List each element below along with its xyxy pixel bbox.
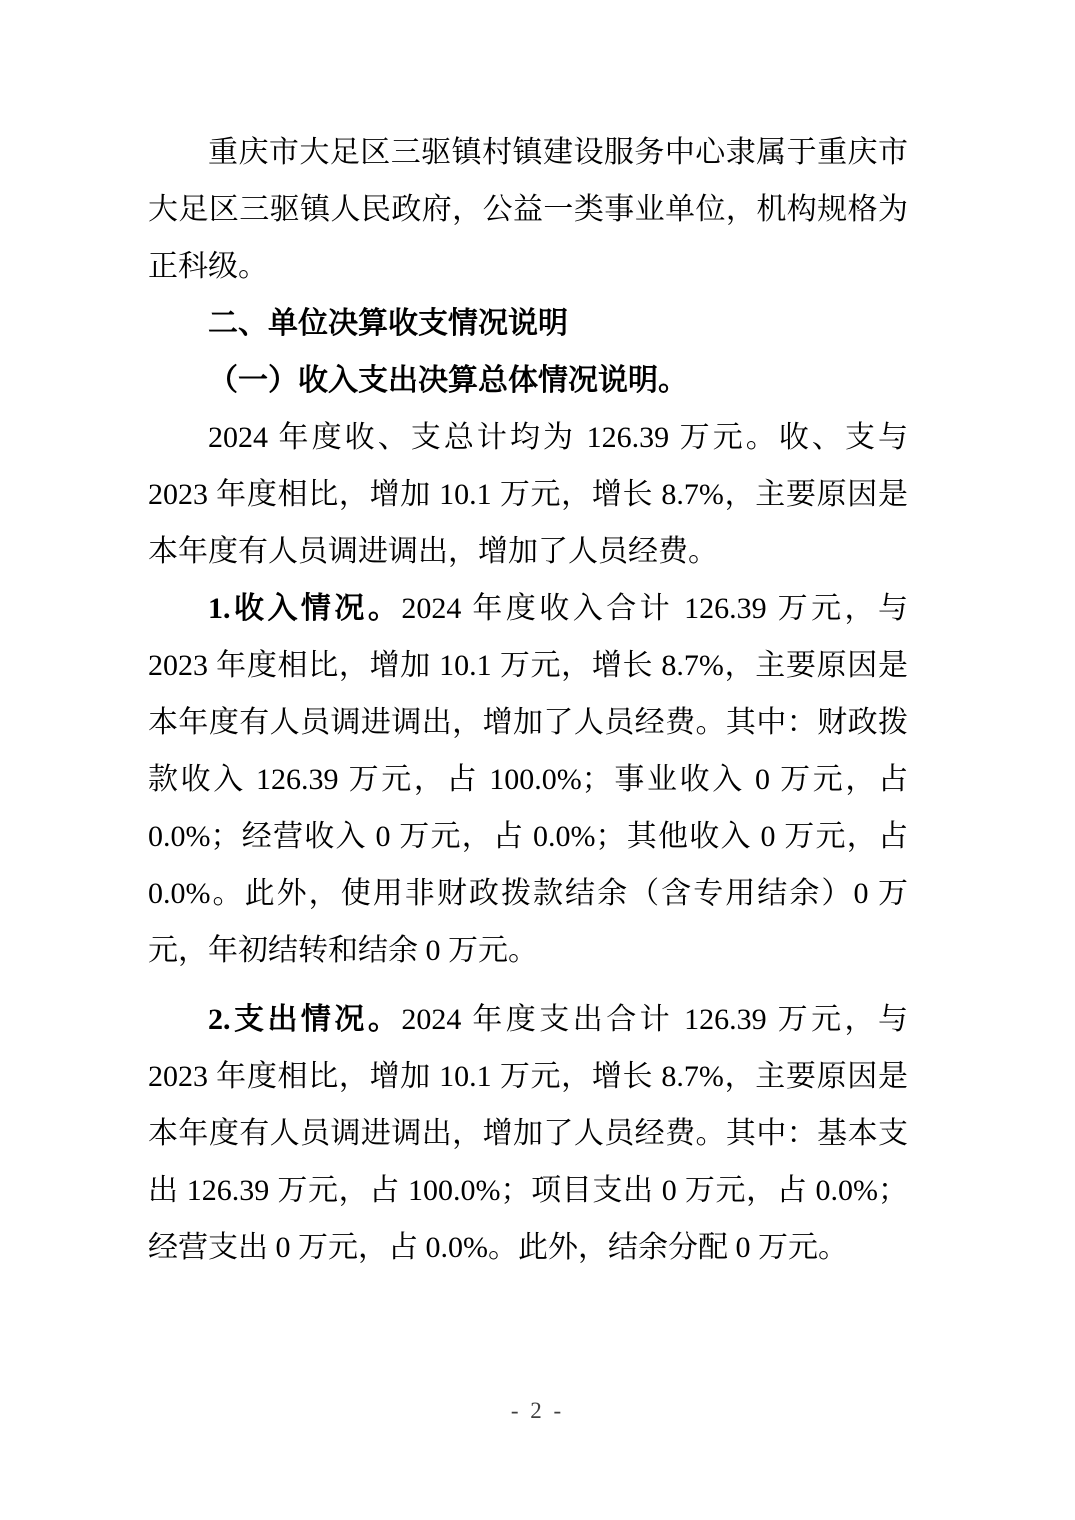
subsection-heading: （一）收入支出决算总体情况说明。: [208, 364, 688, 397]
paragraph-org-intro: 重庆市大足区三驱镇村镇建设服务中心隶属于重庆市大足区三驱镇人民政府，公益一类事业单位，机构规格为正科级。: [148, 136, 908, 283]
expense-text: 2024 年度支出合计 126.39 万元，与 2023 年度相比，增加 10.1 万元，增长 8.7%，主要原因是本年度有人员调进调出，增加了人员经费。其中：基本支出 126.39 万元，占 100.0%；项目支出 0 万元，占 0.0%；经营支出 0 万元，占 0.0%。此外，结余分配 0 万元。: [148, 1003, 909, 1264]
paragraph-expense: [148, 991, 908, 1276]
paragraph-total-summary: 2024 年度收、支总计均为 126.39 万元。收、支与 2023 年度相比，增加 10.1 万元，增长 8.7%，主要原因是本年度有人员调进调出，增加了人员经费。: [148, 421, 908, 568]
paragraph-income: [148, 580, 908, 979]
page-number: - 2 -: [510, 1398, 565, 1423]
income-label: 1.收入情况。: [208, 592, 402, 625]
income-text: 2024 年度收入合计 126.39 万元，与 2023 年度相比，增加 10.1 万元，增长 8.7%，主要原因是本年度有人员调进调出，增加了人员经费。其中：财政拨款收入 126.39 万元，占 100.0%；事业收入 0 万元，占 0.0%；经营收入 0 万元，占 0.0%；其他收入 0 万元，占 0.0%。此外，使用非财政拨款结余（含专用结余）0 万元，年初结转和结余 0 万元。: [148, 592, 909, 967]
document-body: [148, 124, 908, 1276]
expense-label: 2.支出情况。: [208, 1003, 402, 1036]
section-heading: 二、单位决算收支情况说明: [208, 307, 568, 340]
